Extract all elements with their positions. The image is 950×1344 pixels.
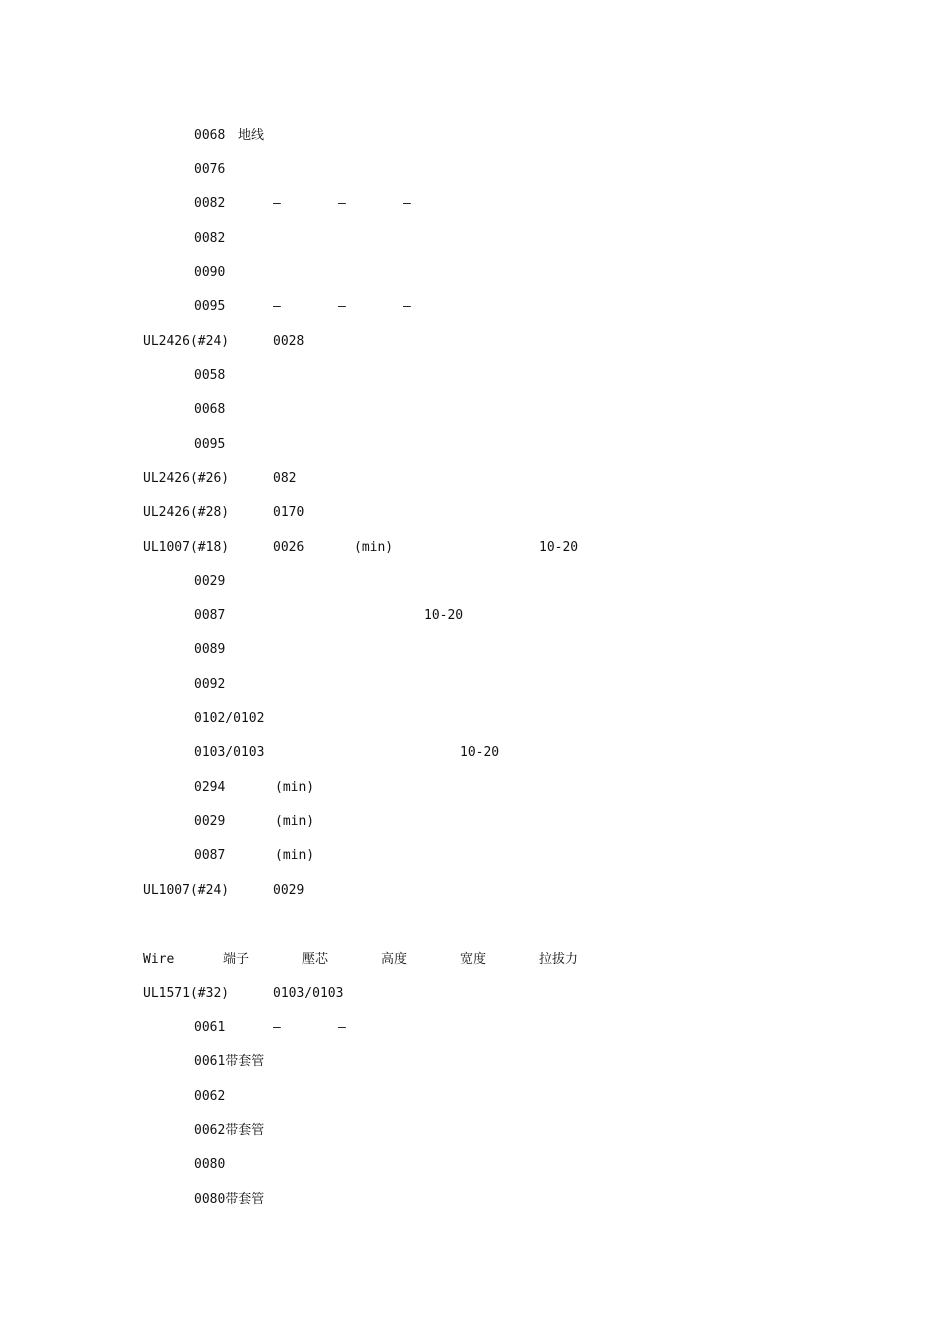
terminal-cell: 0062 xyxy=(194,1089,226,1104)
col3-cell: — xyxy=(273,196,281,211)
terminal-cell: 0026 xyxy=(273,540,305,555)
terminal-cell: 0089 xyxy=(194,642,226,657)
terminal-cell: 0029 xyxy=(194,574,226,589)
wire-cell: UL1571(#32) xyxy=(143,986,230,1001)
terminal-cell: 0068 xyxy=(194,128,226,143)
terminal-cell: 0061带套管 xyxy=(194,1054,265,1069)
terminal-cell: 0058 xyxy=(194,368,226,383)
terminal-cell: 0028 xyxy=(273,334,305,349)
col6-cell: 10-20 xyxy=(539,540,579,555)
terminal-cell: 0087 xyxy=(194,608,226,623)
col4-cell: — xyxy=(338,299,346,314)
terminal-cell: 0102/0102 xyxy=(194,711,265,726)
col4-cell: — xyxy=(338,196,346,211)
terminal-cell: 0082 xyxy=(194,231,226,246)
terminal-cell: 0061 xyxy=(194,1020,226,1035)
col3-cell: — xyxy=(273,1020,281,1035)
terminal-cell: 0082 xyxy=(194,196,226,211)
terminal-cell: 0294 xyxy=(194,780,226,795)
col3-cell: — xyxy=(273,299,281,314)
col3-cell: (min) xyxy=(275,848,315,863)
wire-cell: UL2426(#26) xyxy=(143,471,230,486)
terminal-cell: 0029 xyxy=(273,883,305,898)
terminal-cell: 端子 xyxy=(223,952,250,967)
col4-cell: — xyxy=(338,1020,346,1035)
terminal-cell: 0090 xyxy=(194,265,226,280)
terminal-cell: 0068 xyxy=(194,402,226,417)
terminal-cell: 0087 xyxy=(194,848,226,863)
terminal-cell: 0103/0103 xyxy=(273,986,344,1001)
col5-cell: 宽度 xyxy=(460,952,487,967)
terminal-cell: 082 xyxy=(273,471,297,486)
col3-cell: 壓芯 xyxy=(302,952,329,967)
col3-cell: (min) xyxy=(275,780,315,795)
terminal-cell: 0092 xyxy=(194,677,226,692)
wire-cell: Wire xyxy=(143,952,175,967)
terminal-cell: 0095 xyxy=(194,299,226,314)
col3-cell: 地线 xyxy=(238,128,265,143)
wire-cell: UL2426(#28) xyxy=(143,505,230,520)
col5-cell: 10-20 xyxy=(460,745,500,760)
col5-cell: — xyxy=(403,196,411,211)
terminal-cell: 0080带套管 xyxy=(194,1192,265,1207)
terminal-cell: 0095 xyxy=(194,437,226,452)
col5-cell: — xyxy=(403,299,411,314)
col4-cell: 高度 xyxy=(381,952,408,967)
wire-cell: UL1007(#18) xyxy=(143,540,230,555)
col3-cell: (min) xyxy=(354,540,394,555)
wire-cell: UL2426(#24) xyxy=(143,334,230,349)
col5-cell: 10-20 xyxy=(424,608,464,623)
col6-cell: 拉拔力 xyxy=(539,952,579,967)
terminal-cell: 0170 xyxy=(273,505,305,520)
terminal-cell: 0029 xyxy=(194,814,226,829)
col3-cell: (min) xyxy=(275,814,315,829)
terminal-cell: 0103/0103 xyxy=(194,745,265,760)
wire-cell: UL1007(#24) xyxy=(143,883,230,898)
terminal-cell: 0076 xyxy=(194,162,226,177)
terminal-cell: 0062带套管 xyxy=(194,1123,265,1138)
terminal-cell: 0080 xyxy=(194,1157,226,1172)
